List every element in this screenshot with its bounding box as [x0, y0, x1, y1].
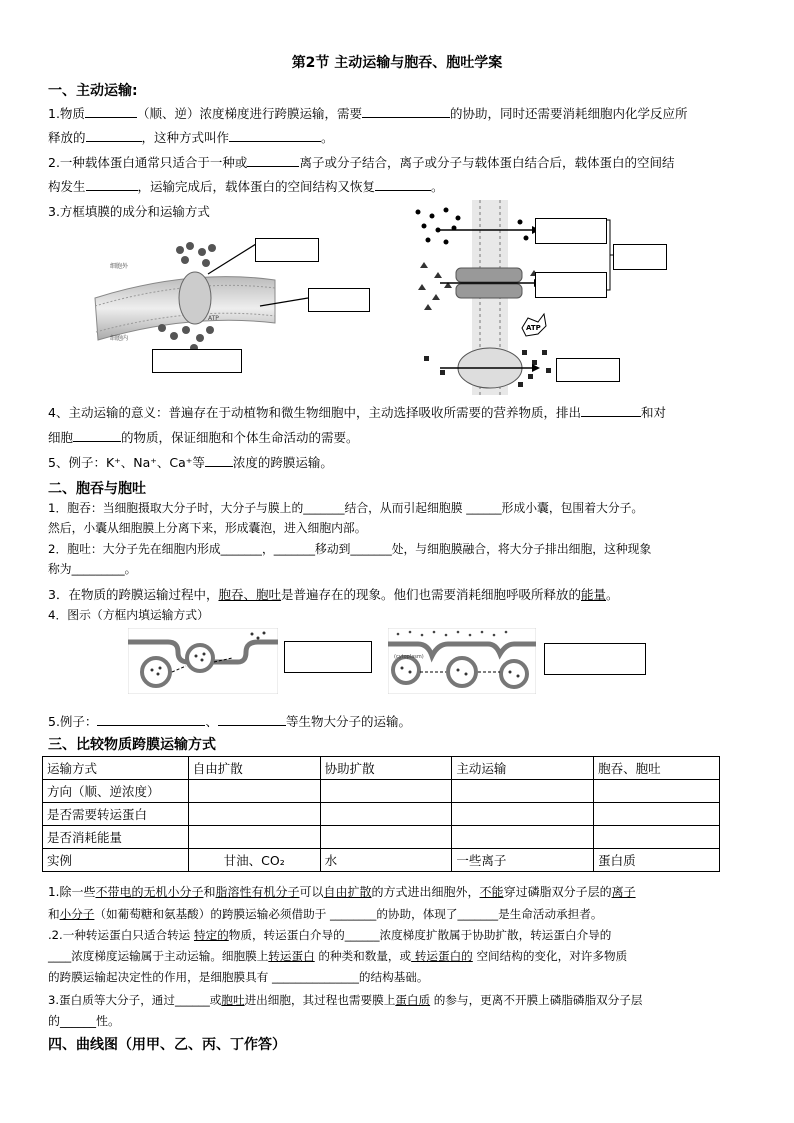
answer-cell[interactable] [452, 803, 594, 826]
note-2-line2: ____浓度梯度运输属于主动运输。细胞膜上转运蛋白 的种类和数量，或 转运蛋白的 空间结构的变化，对许多物质 [48, 949, 628, 963]
answer-box-2[interactable] [308, 288, 370, 312]
figure-instruction: 4．图示（方框内填运输方式） [48, 608, 209, 622]
endocytosis-line1: 1．胞吞：当细胞摄取大分子时，大分子与膜上的_______结合，从而引起细胞膜 ______形成小囊，包围着大分子。 [48, 501, 644, 515]
table-cell: 蛋白质 [594, 849, 720, 872]
answer-box-7[interactable] [556, 358, 620, 382]
answer-box-exocytosis[interactable] [544, 643, 646, 675]
table-header-cell: 协助扩散 [320, 757, 452, 780]
question-5: 5、例子：K⁺、Na⁺、Ca⁺等 浓度的跨膜运输。 [48, 455, 333, 470]
inside-label: 细胞内 [110, 335, 129, 342]
question-4-line2: 细胞 的物质，保证细胞和个体生命活动的需要。 [48, 430, 359, 445]
section2-heading: 二、胞吞与胞吐 [48, 481, 146, 497]
atp-label-2: ATP [526, 324, 541, 332]
vesicle [448, 658, 476, 686]
answer-cell[interactable] [452, 826, 594, 849]
examples-line: 5.例子： 、 等生物大分子的运输。 [48, 714, 411, 729]
question-2-line2: 构发生 ，运输完成后，载体蛋白的空间结构又恢复 。 [48, 179, 444, 194]
blank[interactable] [73, 428, 121, 442]
note-2-line1: .2.一种转运蛋白只适合转运 特定的物质，转运蛋白介导的______浓度梯度扩散属于协助扩散，转运蛋白介导的 [48, 928, 612, 942]
table-cell: 甘油、CO₂ [188, 849, 320, 872]
table-header-cell: 主动运输 [452, 757, 594, 780]
table-header-cell: 自由扩散 [188, 757, 320, 780]
answer-cell[interactable] [188, 826, 320, 849]
answer-box-endocytosis[interactable] [284, 641, 372, 673]
table-row [43, 826, 720, 849]
table-cell: 是否消耗能量 [43, 826, 189, 849]
table-cell: 水 [320, 849, 452, 872]
table-cell: 方向（顺、逆浓度） [43, 780, 189, 803]
question-3: 3.方框填膜的成分和运输方式 [48, 204, 210, 219]
table-cell: 一些离子 [452, 849, 594, 872]
blank[interactable] [581, 403, 641, 417]
exocytosis-line1: 2．胞吐：大分子先在细胞内形成_______，_______移动到_______处，与细胞膜融合，将大分子排出细胞，这种现象 [48, 542, 652, 556]
table-header-cell: 运输方式 [43, 757, 189, 780]
carrier-protein [179, 272, 211, 324]
table-header-row [43, 757, 720, 780]
exocytosis-line2: 称为_________。 [48, 562, 137, 576]
answer-cell[interactable] [188, 803, 320, 826]
answer-box-3[interactable] [152, 349, 242, 373]
blank[interactable] [97, 712, 205, 726]
blank[interactable] [218, 712, 286, 726]
answer-box-1[interactable] [255, 238, 319, 262]
page-title: 第2节 主动运输与胞吞、胞吐学案 [291, 55, 503, 71]
table-row [43, 803, 720, 826]
note-2-line3: 的跨膜运输起决定性的作用，是细胞膜具有 _______________的结构基础。 [48, 970, 429, 984]
endocytosis-figure [128, 628, 278, 694]
question-1-line1: 1.物质 （顺、逆）浓度梯度进行跨膜运输，需要 的协助，同时还需要消耗细胞内化学反应所 [48, 106, 688, 121]
answer-cell[interactable] [594, 780, 720, 803]
channel-protein-bottom [456, 284, 522, 298]
atp-label: ATP [208, 315, 219, 322]
comparison-table [42, 756, 720, 872]
blank[interactable] [375, 177, 431, 191]
vesicle [142, 658, 170, 686]
answer-cell[interactable] [320, 780, 452, 803]
answer-cell[interactable] [452, 780, 594, 803]
cytoplasm-label: (cytoplasm) [394, 654, 424, 660]
question-4-line1: 4、主动运输的意义：普遍存在于动植物和微生物细胞中，主动选择吸收所需要的营养物质，排出 和对 [48, 405, 666, 420]
table-header-cell: 胞吞、胞吐 [594, 757, 720, 780]
note-1-line1: 1.除一些不带电的无机小分子和脂溶性有机分子可以自由扩散的方式进出细胞外，不能穿过磷脂双分子层的离子 [48, 885, 636, 899]
section4-heading: 四、曲线图（用甲、乙、丙、丁作答） [48, 1037, 286, 1053]
outside-label: 细胞外 [110, 263, 129, 270]
blank[interactable] [229, 128, 321, 142]
blank[interactable] [247, 153, 299, 167]
answer-box-4[interactable] [535, 218, 607, 244]
answer-cell[interactable] [320, 803, 452, 826]
note-3-line1: 3.蛋白质等大分子，通过______或胞吐进出细胞，其过程也需要膜上蛋白质 的参与，更离不开膜上磷脂磷脂双分子层 [48, 993, 643, 1007]
answer-box-6[interactable] [613, 244, 667, 270]
question-1-line2: 释放的 ，这种方式叫作 。 [48, 130, 334, 145]
blank[interactable] [362, 104, 450, 118]
answer-cell[interactable] [594, 803, 720, 826]
endocytosis-line2: 然后，小囊从细胞膜上分离下来，形成囊泡，进入细胞内部。 [48, 521, 367, 535]
table-row [43, 849, 720, 872]
answer-cell[interactable] [320, 826, 452, 849]
exocytosis-figure [388, 628, 536, 694]
blank[interactable] [85, 104, 137, 118]
vesicle [187, 645, 213, 671]
note-1-line2: 和小分子（如葡萄糖和氨基酸）的跨膜运输必须借助于 ________的协助，体现了_______是生命活动承担者。 [48, 907, 603, 921]
table-cell: 实例 [43, 849, 189, 872]
question-2-line1: 2.一种载体蛋白通常只适合于一种或 离子或分子结合，离子或分子与载体蛋白结合后，载体蛋白的空间结 [48, 155, 675, 170]
answer-box-5[interactable] [535, 272, 607, 298]
section1-heading: 一、主动运输: [48, 83, 138, 99]
note-3-line2: 的______性。 [48, 1014, 121, 1028]
table-row [43, 780, 720, 803]
section3-heading: 三、比较物质跨膜运输方式 [48, 737, 216, 753]
table-cell: 是否需要转运蛋白 [43, 803, 189, 826]
channel-protein-top [456, 268, 522, 282]
vesicle [393, 657, 419, 683]
blank[interactable] [86, 128, 142, 142]
answer-cell[interactable] [594, 826, 720, 849]
vesicle [501, 661, 527, 687]
blank[interactable] [205, 453, 233, 467]
blank[interactable] [86, 177, 138, 191]
question-3-line: 3．在物质的跨膜运输过程中，胞吞、胞吐是普遍存在的现象。他们也需要消耗细胞呼吸所释放的能量。 [48, 587, 619, 602]
answer-cell[interactable] [188, 780, 320, 803]
